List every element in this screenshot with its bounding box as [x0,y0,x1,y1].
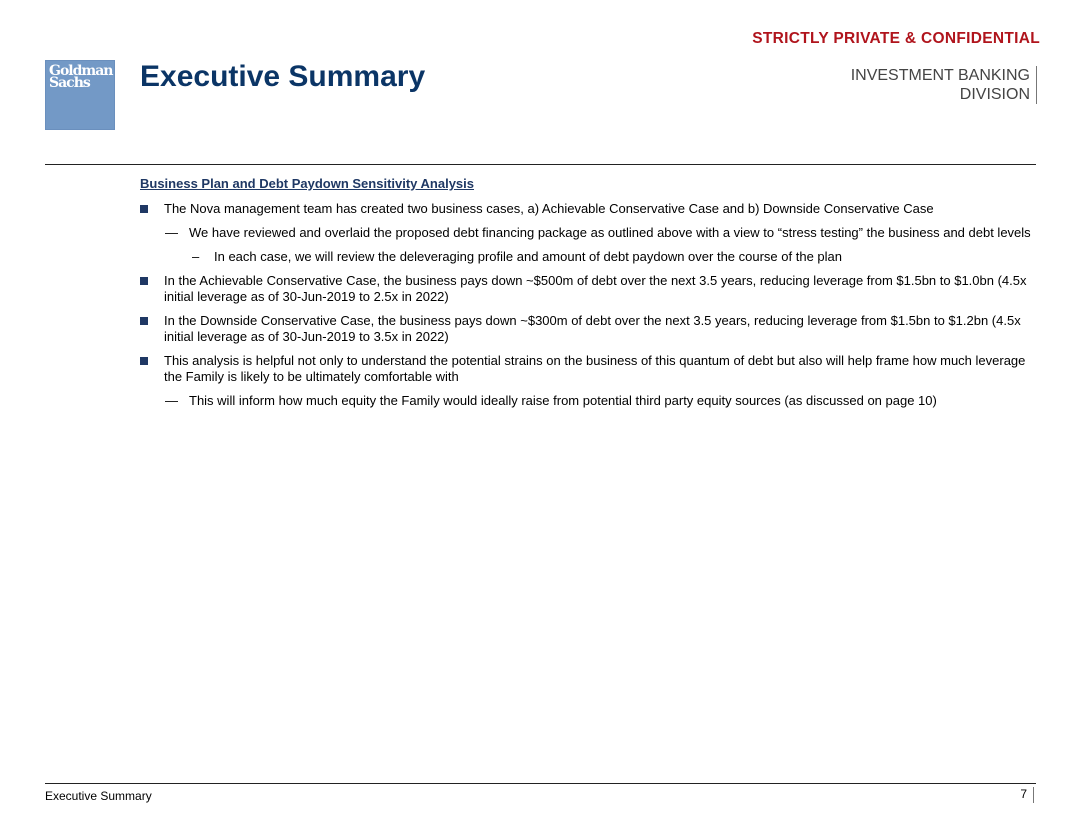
square-bullet-icon [140,277,148,285]
dash-bullet-icon: — [165,225,178,240]
bullet-item [140,353,1040,385]
section-heading: Business Plan and Debt Paydown Sensitivity Analysis [140,176,475,191]
footer-section: Executive Summary [45,789,152,803]
footer-divider [45,783,1036,784]
bullet-text: We have reviewed and overlaid the proposed debt financing package as outlined above with a view to “stress testing” the business and debt levels [189,225,1031,240]
page-number: 7 [1020,787,1034,803]
dash-bullet-icon: — [165,393,178,408]
square-bullet-icon [140,205,148,213]
dash-bullet-icon: – [192,249,200,264]
goldman-sachs-logo: Goldman Sachs [45,60,115,130]
bullet-item [140,393,1040,409]
confidential-label: STRICTLY PRIVATE & CONFIDENTIAL [752,30,1040,47]
square-bullet-icon [140,317,148,325]
bullet-item [140,273,1040,305]
bullet-item [140,249,1040,265]
bullet-text: The Nova management team has created two business cases, a) Achievable Conservative Case and b) Downside Conservative Case [164,201,934,216]
bullet-text: In the Downside Conservative Case, the business pays down ~$300m of debt over the next 3.5 years, reducing leverage from $1.5bn to $1.2bn (4.5x initial leverage as of 30-Jun-2019 to 3.5x in 2022) [164,313,1021,344]
division-line-2: DIVISION [959,86,1030,103]
division-label [851,66,1037,104]
bullet-item [140,313,1040,345]
division-line-1: INVESTMENT BANKING [850,67,1030,84]
bullet-text: This analysis is helpful not only to understand the potential strains on the business of this quantum of debt but also will help frame how much leverage the Family is likely to be ultimately comfortable with [164,353,1026,384]
bullet-text: In the Achievable Conservative Case, the business pays down ~$500m of debt over the next 3.5 years, reducing leverage from $1.5bn to $1.0bn (4.5x initial leverage as of 30-Jun-2019 to 2.5x in 2022) [164,273,1027,304]
bullet-text: In each case, we will review the deleveraging profile and amount of debt paydown over the course of the plan [214,249,842,264]
square-bullet-icon [140,357,148,365]
page-title: Executive Summary [140,60,426,93]
bullet-item [140,201,1040,217]
header-divider [45,164,1036,165]
bullet-item [140,225,1040,241]
bullet-list [140,201,1040,409]
content [140,176,1040,417]
bullet-text: This will inform how much equity the Family would ideally raise from potential third party equity sources (as discussed on page 10) [189,393,937,408]
